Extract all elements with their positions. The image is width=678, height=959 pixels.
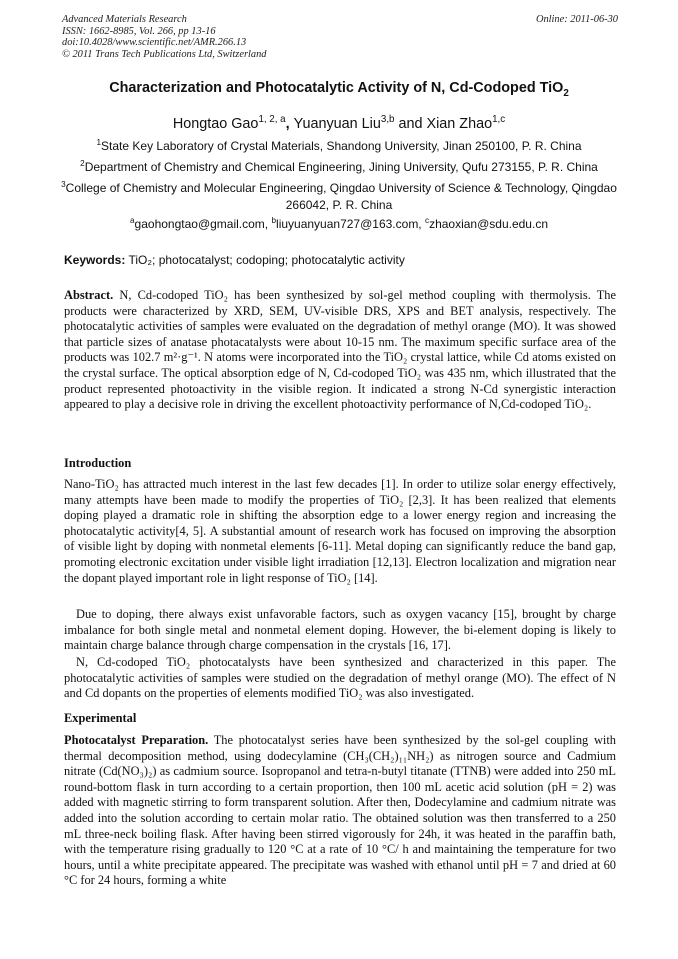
email-tag: b <box>271 216 277 225</box>
experimental-text: The photocatalyst series have been synthesized by the sol-gel coupling with thermal decomposition method, using dodecylamine (CH₃(CH₂)₁₁NH₂) as nitrogen source and Cadmium nitrate (Cd(NO₃)₂) as cadmium source. Isopropanol and tetra-n-butyl titanate (TTNB) were added into 250 mL round-bottom flask in turn according to a certain proportion, then 100 mL acetic acid solution (pH = 2) was added with magnetic stirring to form transparent solution. After then, Dodecylamine and cadmium nitrate was added into the solution according to certain molar ratio. The obtained solution was then transferred to a 250 mL three-neck boiling flask. After having been stirred vigorously for 24h, it was heated in the paraffin bath, with the temperature rising gradually to 120 °C at a rate of 10 °C/ h and maintaining the temperature for two hours, until a white precipitate appeared. The precipitate was washed with ethanol until pH = 7 and dried at 60 °C for 24 hours, forming a white <box>64 733 617 888</box>
author-marker: 1, 2, a <box>258 114 286 126</box>
email-tag: a <box>130 216 135 225</box>
abstract-label: Abstract. <box>64 288 114 302</box>
experimental-sublabel: Photocatalyst Preparation. <box>64 733 209 747</box>
affiliation <box>54 180 624 214</box>
title-main: Characterization and Photocatalytic Activity of N, Cd-Codoped TiO <box>109 80 564 96</box>
affiliation-text: Department of Chemistry and Chemical Engineering, Jining University, Qufu 273155, P. R. China <box>84 160 598 174</box>
experimental-paragraph <box>64 733 616 889</box>
email-address: gaohongtao@gmail.com, <box>134 217 272 231</box>
email-tag: c <box>424 216 430 225</box>
affiliation-number: 2 <box>80 159 85 168</box>
intro-paragraph-3: N, Cd-codoped TiO₂ photocatalysts have been synthesized and characterized in this paper. The photocatalytic activities of samples were studied on the degradation of methyl orange (MO). The effect of N and Cd dopants on the properties of elements modified TiO₂ was also investigated. <box>64 655 616 701</box>
author-marker: 3,b <box>380 114 395 126</box>
affiliation <box>40 159 638 176</box>
section-heading-experimental: Experimental <box>64 711 137 725</box>
keywords <box>64 253 616 267</box>
online-date: Online: 2011-06-30 <box>535 14 618 25</box>
author-separator: and <box>394 116 427 132</box>
author-name: Yuanyuan Liu <box>293 116 381 132</box>
author-list <box>30 116 648 132</box>
journal-issn: ISSN: 1662-8985, Vol. 266, pp 13-16 <box>62 25 216 37</box>
keywords-label: Keywords: <box>64 253 126 267</box>
affiliation-text: State Key Laboratory of Crystal Materials, Shandong University, Jinan 250100, P. R. China <box>101 139 582 153</box>
affiliation-text: College of Chemistry and Molecular Engineering, Qingdao University of Science & Technology, Qingdao 266042, P. R. China <box>65 181 617 212</box>
intro-paragraph-2: Due to doping, there always exist unfavorable factors, such as oxygen vacancy [15], brought by charge imbalance for both single metal and nonmetal element doping. However, the bi-element doping is likely to maintain charge balance through charge compensation in the crystals [16, 17]. <box>64 607 616 653</box>
affiliation-number: 3 <box>61 180 66 189</box>
intro-paragraph-1: Nano-TiO₂ has attracted much interest in the last few decades [1]. In order to utilize solar energy effectively, many attempts have been made to modify the properties of TiO₂ [2,3]. It has been realized that elements doping played a dramatic role in shifting the absorption edge to a lower energy region and increasing the photocatalytic activity[4, 5]. A substantial amount of research work has focused on improving the absorption of visible light by doping with nonmetal elements [6-11]. Metal doping can significantly reduce the band gap, promoting electronic excitation under visible light irradiation [12,13]. Electron localization and migration near the dopant played important role in light response of TiO₂ [14]. <box>64 477 616 585</box>
author-name: Xian Zhao <box>426 116 493 132</box>
author-name: Hongtao Gao <box>172 116 259 132</box>
journal-name: Advanced Materials Research <box>62 14 187 25</box>
email-address: zhaoxian@sdu.edu.cn <box>429 217 548 231</box>
affiliation-number: 1 <box>96 138 102 147</box>
abstract <box>64 288 616 413</box>
section-heading-introduction: Introduction <box>64 456 132 470</box>
journal-doi: doi:10.4028/www.scientific.net/AMR.266.13 <box>62 37 247 49</box>
title-subscript: 2 <box>563 87 569 99</box>
abstract-text: N, Cd-codoped TiO₂ has been synthesized by sol-gel method coupling with thermolysis. The products were characterized by XRD, SEM, UV-visible DRS, XPS and BET analysis, respectively. The photocatalytic activities of samples were evaluated on the degradation of methyl orange (MO). It was showed that particle sizes of anatase photacatalysts were about 10-15 nm. The maximum specific surface area of the products was 102.7 m²·g⁻¹. N atoms were incorporated into the TiO₂ crystal lattice, while Cd atoms existed on the crystal surface. The optical absorption edge of N, Cd-codoped TiO₂ was 435 nm, which illustrated that the product represented photoactivity in the visible region. It indicated a strong N-Cd synergistic interaction appeared to play a decisive role in driving the excellent photoactivity performance of N,Cd-codoped TiO₂. <box>64 288 616 412</box>
author-marker: 1,c <box>492 114 506 126</box>
email-list <box>40 217 638 231</box>
affiliation <box>40 138 638 155</box>
paper-title <box>30 80 648 99</box>
email-address: liuyuanyuan727@163.com, <box>276 217 425 231</box>
journal-header <box>62 14 618 60</box>
author-separator: , <box>285 116 294 132</box>
journal-copyright: © 2011 Trans Tech Publications Ltd, Switzerland <box>62 48 267 60</box>
keywords-text: TiO₂; photocatalyst; codoping; photocatalytic activity <box>125 253 405 267</box>
